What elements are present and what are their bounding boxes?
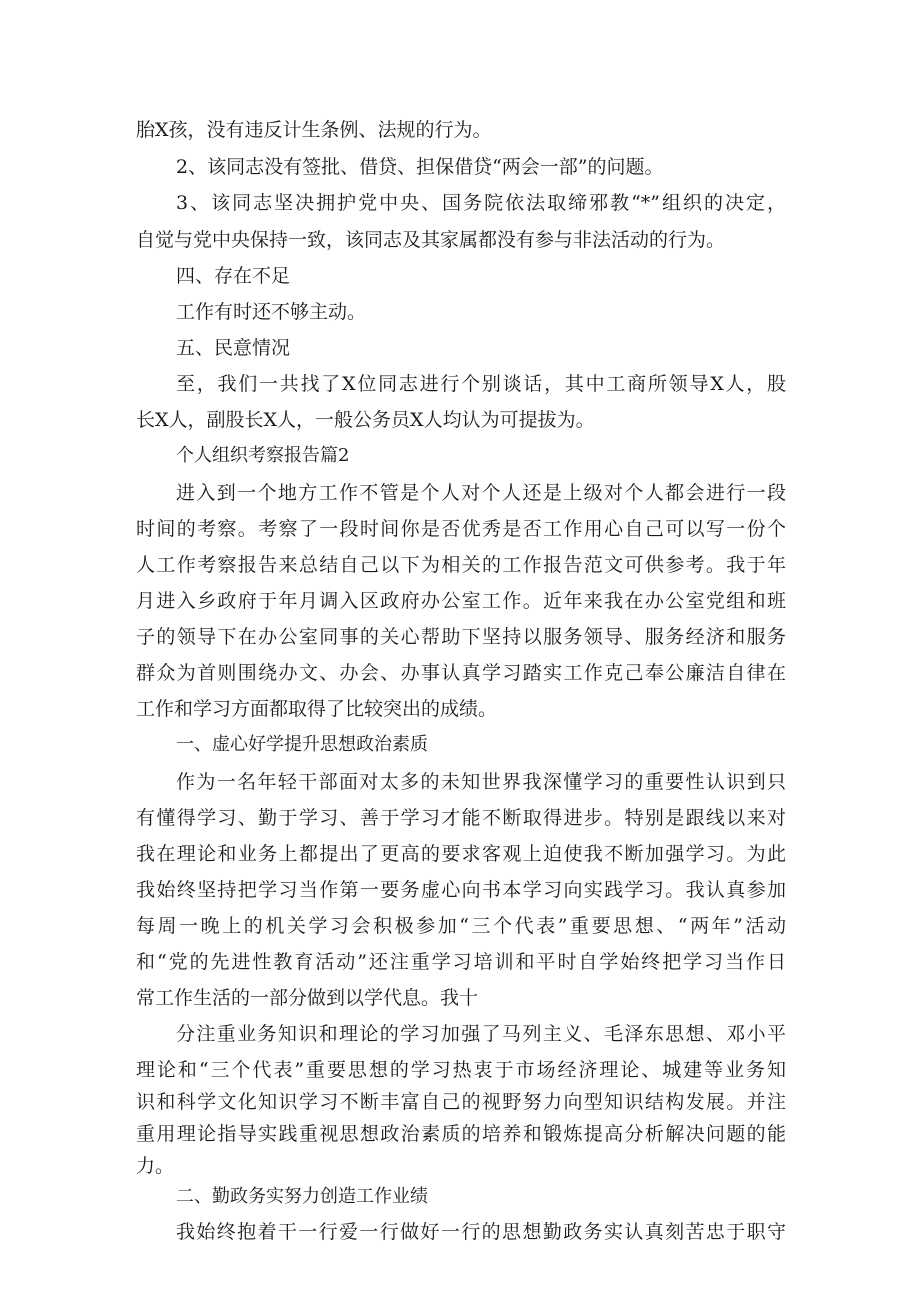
section-heading: 一、虚心好学提升思想政治素质 <box>176 734 428 755</box>
paragraph-line: 工作有时还不够主动。 <box>176 301 367 323</box>
paragraph-line: 群众为首则围绕办文、办会、办事认真学习踏实工作克己奉公廉洁自律在 <box>136 662 786 684</box>
paragraph-line: 常工作生活的一部分做到以学代息。我十 <box>136 987 479 1009</box>
paragraph-line: 理论和“三个代表”重要思想的学习热衷于市场经济理论、城建等业务知 <box>136 1059 786 1081</box>
paragraph-line: 人工作考察报告来总结自己以下为相关的工作报告范文可供参考。我于年 <box>136 554 786 576</box>
paragraph-line: 子的领导下在办公室同事的关心帮助下坚持以服务领导、服务经济和服务 <box>136 626 786 648</box>
paragraph-line: 我始终坚持把学习当作第一要务虚心向书本学习向实践学习。我认真参加 <box>136 879 786 901</box>
paragraph-line: 识和科学文化知识学习不断丰富自己的视野努力向型知识结构发展。并注 <box>136 1091 786 1113</box>
paragraph-line: 我始终抱着干一行爱一行做好一行的思想勤政务实认真刻苦忠于职守 <box>176 1221 786 1243</box>
paragraph-line: 月进入乡政府于年月调入区政府办公室工作。近年来我在办公室党组和班 <box>136 590 786 612</box>
paragraph-line: 至，我们一共找了X位同志进行个别谈话，其中工商所领导X人，股 <box>176 373 786 395</box>
paragraph-line: 四、存在不足 <box>176 265 291 287</box>
section-heading: 二、勤政务实努力创造工作业绩 <box>176 1186 428 1207</box>
paragraph-line: 每周一晚上的机关学习会积极参加“三个代表”重要思想、“两年”活动 <box>136 915 786 937</box>
paragraph-line: 作为一名年轻干部面对太多的未知世界我深懂学习的重要性认识到只 <box>176 771 786 793</box>
paragraph-line: 自觉与党中央保持一致，该同志及其家属都没有参与非法活动的行为。 <box>136 229 726 251</box>
paragraph-line: 重用理论指导实践重视思想政治素质的培养和锻炼提高分析解决问题的能 <box>136 1123 786 1145</box>
paragraph-line: 3、该同志坚决拥护党中央、国务院依法取缔邪教“*”组织的决定， <box>176 192 786 214</box>
paragraph-line: 进入到一个地方工作不管是个人对个人还是上级对个人都会进行一段 <box>176 482 786 504</box>
paragraph-line: 时间的考察。考察了一段时间你是否优秀是否工作用心自己可以写一份个 <box>136 518 786 540</box>
paragraph-line: 胎X孩，没有违反计生条例、法规的行为。 <box>136 119 492 141</box>
section-heading: 个人组织考察报告篇2 <box>176 445 350 466</box>
paragraph-line: 和“党的先进性教育活动”还注重学习培训和平时自学始终把学习当作日 <box>136 951 786 973</box>
paragraph-line: 有懂得学习、勤于学习、善于学习才能不断取得进步。特别是跟线以来对 <box>136 807 786 829</box>
paragraph-line: 力。 <box>136 1155 175 1177</box>
paragraph-line: 长X人，副股长X人，一般公务员X人均认为可提拔为。 <box>136 409 595 431</box>
paragraph-line: 五、民意情况 <box>176 337 291 359</box>
paragraph-line: 我在理论和业务上都提出了更高的要求客观上迫使我不断加强学习。为此 <box>136 843 786 865</box>
paragraph-line: 2、该同志没有签批、借贷、担保借贷“两会一部”的问题。 <box>176 156 664 178</box>
paragraph-line: 工作和学习方面都取得了比较突出的成绩。 <box>136 698 498 720</box>
paragraph-line: 分注重业务知识和理论的学习加强了马列主义、毛泽东思想、邓小平 <box>176 1023 786 1045</box>
